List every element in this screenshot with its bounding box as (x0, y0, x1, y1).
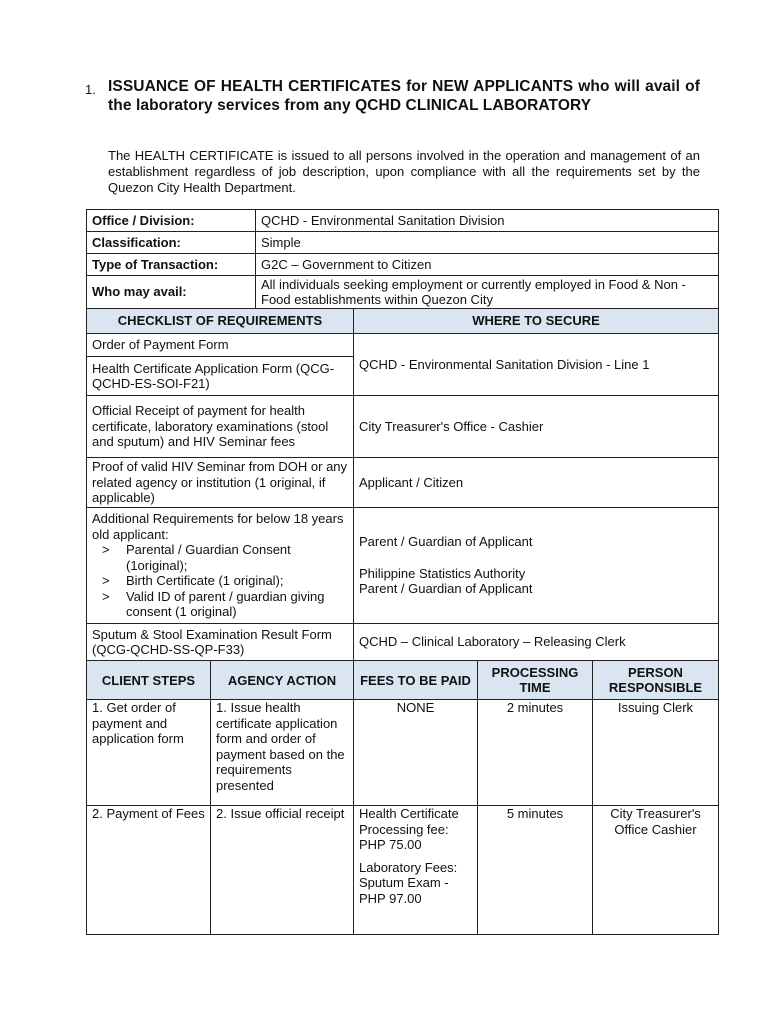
section-title: ISSUANCE OF HEALTH CERTIFICATES for NEW APPLICANTS who will avail of the laboratory services from any QCHD CLINICAL LABORATORY (108, 78, 700, 114)
step-client: 1. Get order of payment and application form (87, 700, 211, 806)
req-official-receipt: Official Receipt of payment for health certificate, laboratory examinations (stool and sputum) and HIV Seminar fees (87, 396, 354, 458)
info-value: All individuals seeking employment or currently employed in Food & Non - Food establishments within Quezon City (256, 276, 719, 309)
service-info-table (86, 209, 719, 309)
sub-item-text: Valid ID of parent / guardian giving consent (1 original) (126, 588, 325, 620)
where-header: WHERE TO SECURE (354, 309, 719, 334)
req-source-releasing: QCHD – Clinical Laboratory – Releasing Clerk (354, 624, 719, 661)
list-item (92, 542, 348, 573)
req-row-sputum (87, 624, 719, 661)
info-row-classification (87, 232, 719, 254)
header-agency-action: AGENCY ACTION (211, 661, 354, 700)
req-source-esd: QCHD - Environmental Sanitation Division - Line 1 (354, 334, 719, 396)
req-source-applicant: Applicant / Citizen (354, 458, 719, 508)
req-row-hiv (87, 458, 719, 508)
step-fee: NONE (354, 700, 478, 806)
requirements-header (87, 309, 719, 334)
info-label: Office / Division: (87, 210, 256, 232)
info-label: Classification: (87, 232, 256, 254)
table-row (87, 700, 719, 806)
step-client: 2. Payment of Fees (87, 806, 211, 935)
header-fees: FEES TO BE PAID (354, 661, 478, 700)
info-value: Simple (256, 232, 719, 254)
source-parent-2: Parent / Guardian of Applicant (359, 581, 533, 597)
bullet-glyph: > (102, 573, 110, 589)
info-value: QCHD - Environmental Sanitation Division (256, 210, 719, 232)
info-label: Type of Transaction: (87, 254, 256, 276)
sub-item-text: Parental / Guardian Consent (1original); (126, 542, 291, 573)
req-sputum-result: Sputum & Stool Examination Result Form (QCG-QCHD-SS-QP-F33) (87, 624, 354, 661)
req-row-order (87, 334, 719, 357)
section-number: 1. (85, 82, 96, 97)
step-agency: 2. Issue official receipt (211, 806, 354, 935)
req-app-form: Health Certificate Application Form (QCG-QCHD-ES-SOI-F21) (87, 357, 354, 396)
checklist-header: CHECKLIST OF REQUIREMENTS (87, 309, 354, 334)
req-source-minor (354, 508, 719, 624)
step-agency: 1. Issue health certificate application form and order of payment based on the requirements presented (211, 700, 354, 806)
fee-laboratory: Laboratory Fees: Sputum Exam - PHP 97.00 (359, 859, 458, 906)
info-label: Who may avail: (87, 276, 256, 309)
sub-item-text: Birth Certificate (1 original); (126, 573, 284, 589)
req-hiv-proof: Proof of valid HIV Seminar from DOH or any related agency or institution (1 original, if applicable) (87, 458, 354, 508)
info-row-transaction (87, 254, 719, 276)
header-client-steps: CLIENT STEPS (87, 661, 211, 700)
step-fee (354, 806, 478, 935)
info-value: G2C – Government to Citizen (256, 254, 719, 276)
bullet-glyph: > (102, 588, 110, 604)
fee-processing: Health Certificate Processing fee: PHP 75.00 (359, 806, 459, 852)
step-time: 2 minutes (478, 700, 593, 806)
requirements-table (86, 308, 719, 661)
list-item (92, 573, 348, 589)
step-person: City Treasurer's Office Cashier (593, 806, 719, 935)
req-additional (87, 508, 354, 624)
req-row-receipt (87, 396, 719, 458)
header-person-responsible: PERSON RESPONSIBLE (593, 661, 719, 700)
client-steps-table (86, 660, 719, 935)
bullet-glyph: > (102, 542, 110, 558)
step-person: Issuing Clerk (593, 700, 719, 806)
req-row-minor (87, 508, 719, 624)
req-order-payment: Order of Payment Form (87, 334, 354, 357)
info-row-office (87, 210, 719, 232)
step-time: 5 minutes (478, 806, 593, 935)
list-item (92, 589, 348, 620)
table-row (87, 806, 719, 935)
req-sub-list (92, 542, 348, 620)
intro-paragraph: The HEALTH CERTIFICATE is issued to all persons involved in the operation and management of an establishment regardless of job description, upon compliance with all the requirements set by the Quezon City Health Department. (108, 148, 700, 195)
source-psa: Philippine Statistics Authority (359, 565, 526, 581)
info-row-who (87, 276, 719, 309)
steps-header (87, 661, 719, 700)
source-parent-1: Parent / Guardian of Applicant (359, 534, 533, 550)
req-additional-text: Additional Requirements for below 18 years old applicant: (92, 511, 344, 542)
req-source-treasurer: City Treasurer's Office - Cashier (354, 396, 719, 458)
header-processing-time: PROCESSING TIME (478, 661, 593, 700)
